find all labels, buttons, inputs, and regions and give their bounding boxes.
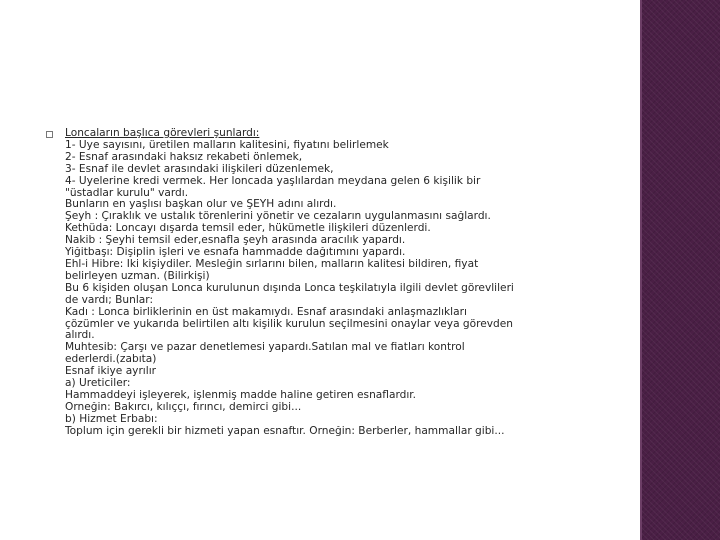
- text-line: Bunların en yaşlısı başkan olur ve ŞEYH adını alırdı.: [65, 199, 337, 211]
- text-line: Örneğin: Bakırcı, kılıççı, fırıncı, demirci gibi...: [65, 401, 302, 413]
- text-line: belirleyen uzman. (Bilirkişi): [65, 270, 210, 282]
- text-line: Kadı : Lonca birliklerinin en üst makamıydı. Esnaf arasındaki anlaşmazlıkları: [65, 306, 467, 318]
- text-line: Şeyh : Çıraklık ve ustalık törenlerini yönetir ve cezaların uygulanmasını sağlardı.: [65, 211, 491, 223]
- text-line: ederlerdi.(zabıta): [65, 354, 157, 366]
- text-line: 1- Üye sayısını, üretilen malların kalitesini, fiyatını belirlemek: [65, 139, 389, 151]
- text-line: b) Hizmet Erbabı:: [65, 413, 158, 425]
- slide-text-body: [65, 128, 605, 438]
- text-line: Nakib : Şeyhi temsil eder,esnafla şeyh arasında aracılık yapardı.: [65, 235, 406, 247]
- text-line: Toplum için gerekli bir hizmeti yapan esnaftır. Örneğin: Berberler, hammallar gibi...: [65, 425, 505, 437]
- text-line: Yiğitbaşı: Dişiplin işleri ve esnafa hammadde dağıtımını yapardı.: [65, 247, 406, 259]
- text-line: 2- Esnaf arasındaki haksız rekabeti önlemek,: [65, 151, 303, 163]
- text-line: Ehl-i Hibre: İki kişiydiler. Mesleğin sırlarını bilen, malların kalitesi bildiren, fiyat: [65, 258, 479, 270]
- text-line: de vardı; Bunlar:: [65, 294, 154, 306]
- text-line: a) Üreticiler:: [65, 378, 131, 390]
- text-line: Bu 6 kişiden oluşan Lonca kurulunun dışında Lonca teşkilatıyla ilgili devlet görevlileri: [65, 282, 514, 294]
- text-line: Kethüda: Loncayı dışarda temsil eder, hükümetle ilişkileri düzenlerdi.: [65, 223, 431, 235]
- text-line: çözümler ve yukarıda belirtilen altı kişilik kurulun seçilmesini onaylar veya görevden: [65, 318, 514, 330]
- text-line: 3- Esnaf ile devlet arasındaki ilişkileri düzenlemek,: [65, 163, 334, 175]
- text-line: Esnaf ikiye ayrılır: [65, 366, 156, 378]
- text-line-heading: Loncaların başlıca görevleri şunlardı:: [65, 128, 260, 139]
- text-line: alırdı.: [65, 330, 95, 342]
- text-line: Hammaddeyi işleyerek, işlenmiş madde haline getiren esnaflardır.: [65, 389, 417, 401]
- text-line: "üstadlar kurulu" vardı.: [65, 187, 189, 199]
- decorative-side-panel: [642, 0, 720, 540]
- text-line: Muhtesib: Çarşı ve pazar denetlemesi yapardı.Satılan mal ve fiatları kontrol: [65, 342, 465, 354]
- text-line: 4- Üyelerine kredi vermek. Her loncada yaşlılardan meydana gelen 6 kişilik bir: [65, 175, 481, 187]
- square-bullet-icon: [46, 131, 53, 138]
